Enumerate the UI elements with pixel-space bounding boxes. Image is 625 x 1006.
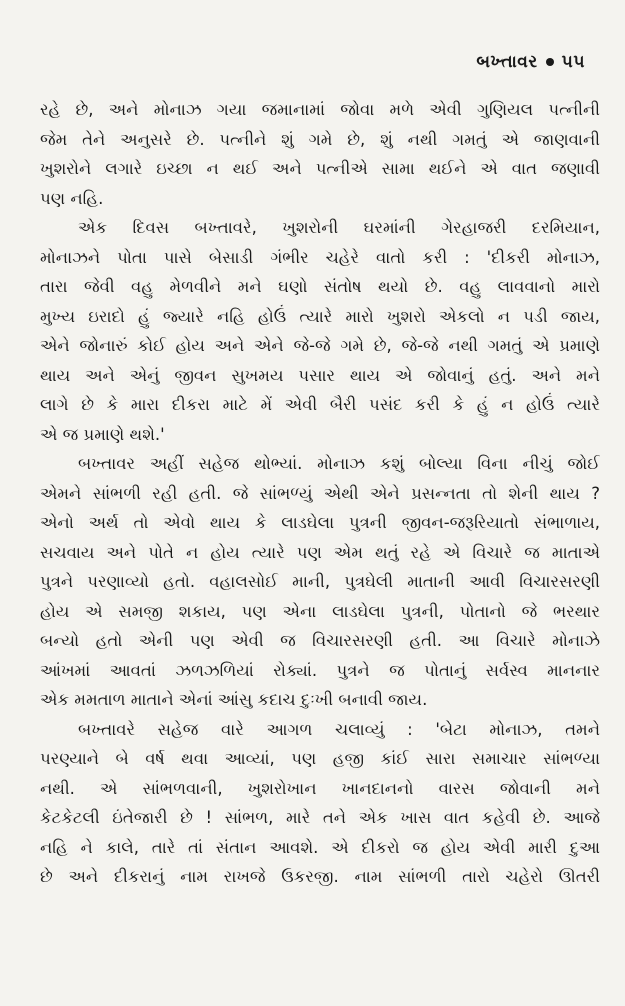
text-line: બખ્તાવર અહીં સહેજ થોભ્યાં. મોનાઝ કશું બોલ્યા વિના નીચું જોઈ [78, 454, 600, 473]
text-line: એમને સાંભળી રહી હતી. જે સાંભળ્યું એથી એને પ્રસન્નતા તો શેની થાય ? [40, 483, 600, 503]
bullet-separator [546, 58, 554, 66]
running-header [476, 52, 585, 72]
text-line: એક દિવસ બખ્તાવરે, ખુશરોની ઘરમાંની ગેરહાજરી દરમિયાન, [78, 218, 600, 237]
text-line: તારા જેવી વહુ મેળવીને મને ઘણો સંતોષ થયો છે. વહુ લાવવાનો મારો [40, 277, 600, 296]
text-line: ખુશરોને લગારે ઇચ્છા ન થઈ અને પત્નીએ સામા થઈને એ વાત જણાવી [40, 159, 600, 178]
text-line: હોય એ સમજી શકાય, પણ એના લાડઘેલા પુત્રની, પોતાનો જે ભરથાર [40, 601, 600, 621]
text-line: પરણ્યાને બે વર્ષ થવા આવ્યાં, પણ હજી કાંઈ સારા સમાચાર સાંભળ્યા [40, 749, 600, 768]
text-line: જેમ તેને અનુસરે છે. પત્નીને શું ગમે છે, શું નથી ગમતું એ જાણવાની [40, 129, 600, 149]
text-line: થાય અને એનું જીવન સુખમય પસાર થાય એ જોવાનું હતું. અને મને [40, 365, 600, 385]
text-line: સચવાય અને પોતે ન હોય ત્યારે પણ એમ થતું રહે એ વિચારે જ માતાએ [40, 542, 600, 562]
text-line: રહે છે, અને મોનાઝ ગયા જમાનામાં જોવા મળે એવી ગુણિયલ પત્નીની [40, 100, 600, 119]
page-number: ૫૫ [561, 52, 585, 72]
text-line: કેટકેટલી ઇંતેજારી છે ! સાંભળ, મારે તને એક ખાસ વાત કહેવી છે. આજે [40, 808, 600, 827]
text-line: એનો અર્થ તો એવો થાય કે લાડઘેલા પુત્રની જીવન-જરૂરિયાતો સંભાળાય, [40, 513, 600, 532]
text-line: પણ નહિ. [40, 188, 104, 208]
text-line: નથી. એ સાંભળવાની, ખુશરોખાન ખાનદાનનો વારસ જોવાની મને [40, 778, 600, 798]
text-line: આંખમાં આવતાં ઝળઝળિયાં રોક્યાં. પુત્રને જ પોતાનું સર્વસ્વ માનનાર [40, 660, 600, 680]
text-line: મુખ્ય ઇરાદો હું જ્યારે નહિ હોઉં ત્યારે મારો ખુશરો એકલો ન પડી જાય, [40, 306, 600, 326]
text-line: લાગે છે કે મારા દીકરા માટે મેં એવી બૈરી પસંદ કરી કે હું ન હોઉં ત્યારે [40, 395, 600, 414]
page-body-text [40, 95, 600, 892]
text-line: બન્યો હતો એની પણ એવી જ વિચારસરણી હતી. આ વિચારે મોનાઝે [40, 631, 600, 650]
text-line: પુત્રને પરણાવ્યો હતો. વહાલસોઈ માની, પુત્રઘેલી માતાની આવી વિચારસરણી [40, 572, 600, 591]
text-line: એને જોનારું કોઈ હોય અને એને જે-જે ગમે છે, જે-જે નથી ગમતું એ પ્રમાણે [40, 336, 600, 355]
text-line: મોનાઝને પોતા પાસે બેસાડી ગંભીર ચહેરે વાતો કરી : 'દીકરી મોનાઝ, [40, 247, 600, 267]
text-line: એક મમતાળ માતાને એનાં આંસુ કદાચ દુઃખી બનાવી જાય. [40, 690, 428, 709]
text-line: છે અને દીકરાનું નામ રાખજે ઉકરજી. નામ સાંભળી તારો ચહેરો ઊતરી [40, 867, 600, 886]
text-line: નહિ ને કાલે, તારે તાં સંતાન આવશે. એ દીકરો જ હોય એવી મારી દુઆ [40, 837, 600, 857]
text-line: એ જ પ્રમાણે થશે.' [40, 424, 165, 444]
book-title: બખ્તાવર [476, 52, 538, 72]
text-line: બખ્તાવરે સહેજ વારે આગળ ચલાવ્યું : 'બેટા મોનાઝ, તમને [78, 719, 600, 739]
